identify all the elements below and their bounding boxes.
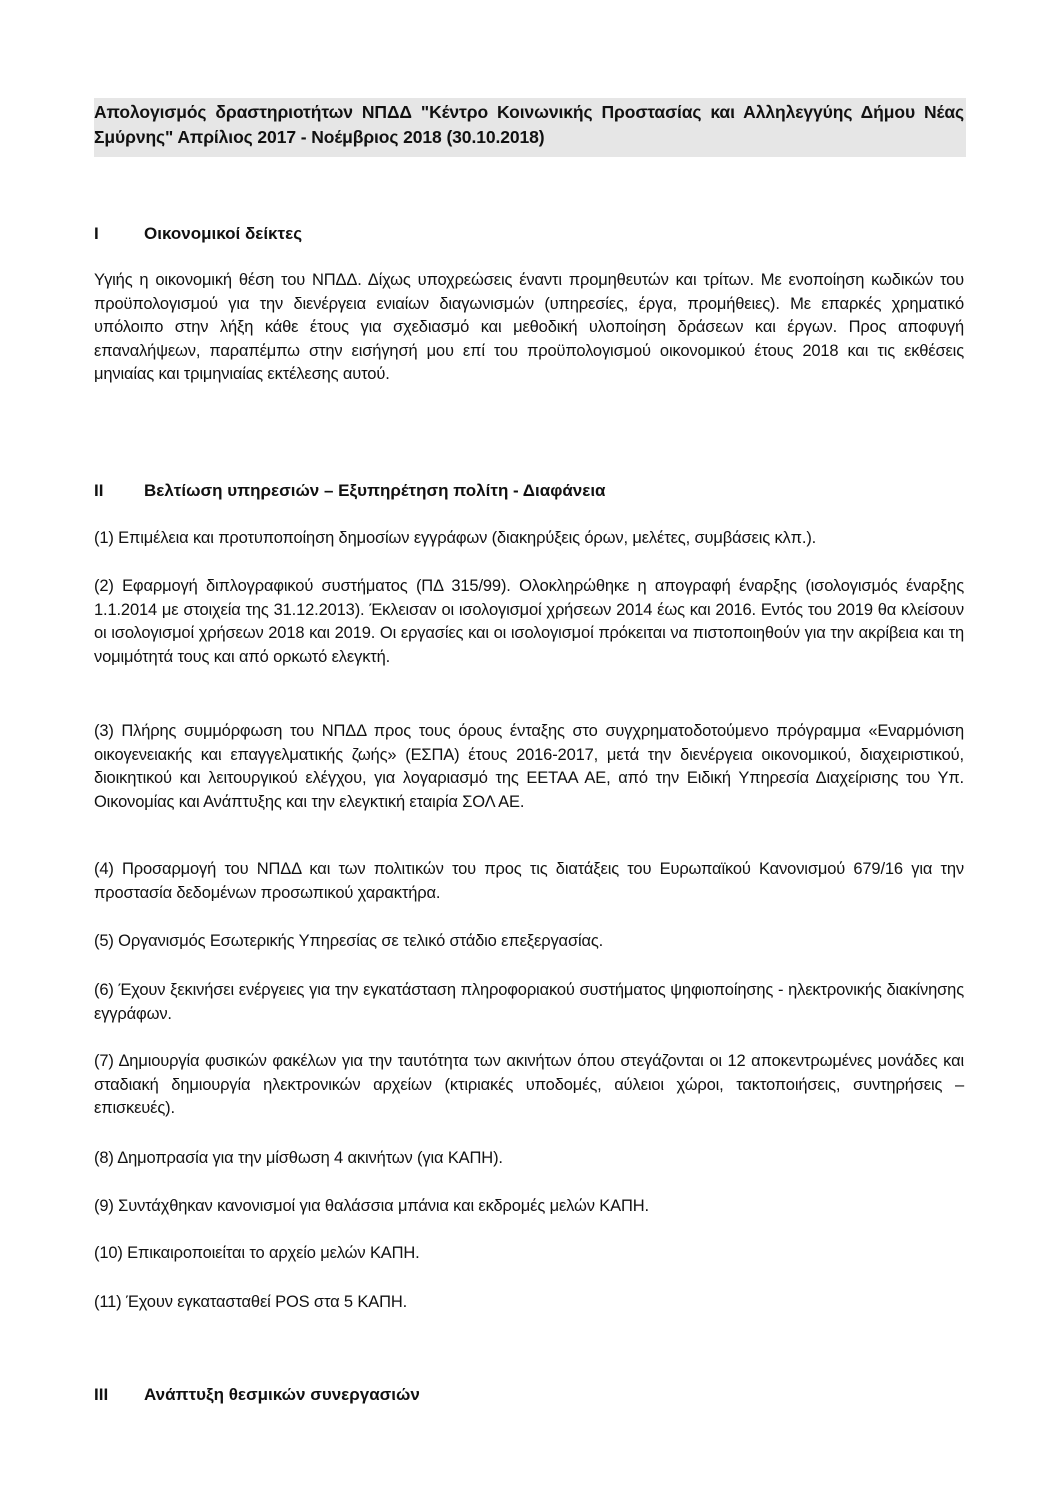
list-item: (4) Προσαρμογή του ΝΠΔΔ και των πολιτικών του προς τις διατάξεις του Ευρωπαϊκού Κανονισμού 679/16 για την προστασία δεδομένων προσωπικού χαρακτήρα.: [94, 860, 964, 902]
section-heading-1: [94, 223, 302, 245]
list-item: (3) Πλήρης συμμόρφωση του ΝΠΔΔ προς τους όρους ένταξης στο συγχρηματοδοτούμενο πρόγραμμα «Εναρμόνιση οικογενειακής και επαγγελματικής ζωής» (ΕΣΠΑ) έτους 2016-2017, μετά την διενέργεια οικονομικού, διαχειριστικού, διοικητικού και λειτουργικού ελέγχου, για λογαριασμό της ΕΕΤΑΑ ΑΕ, από την Ειδική Υπηρεσία Διαχείρισης του Υπ. Οικονομίας και Ανάπτυξης και την ελεγκτική εταιρία ΣΟΛ ΑΕ.: [94, 722, 964, 811]
section-title: Ανάπτυξη θεσμικών συνεργασιών: [144, 1385, 420, 1404]
section-heading-3: [94, 1384, 420, 1406]
section-heading-2: [94, 480, 606, 502]
section-title: Οικονομικοί δείκτες: [144, 224, 303, 243]
section-number: III: [94, 1385, 109, 1404]
list-item: (1) Επιμέλεια και προτυποποίηση δημοσίων εγγράφων (διακηρύξεις όρων, μελέτες, συμβάσεις κλπ.).: [94, 529, 817, 547]
list-item: (7) Δημιουργία φυσικών φακέλων για την ταυτότητα των ακινήτων όπου στεγάζονται οι 12 αποκεντρωμένες μονάδες και σταδιακή δημιουργία ηλεκτρονικών αρχείων (κτιριακές υποδομές, αύλειοι χώροι, τακτοποιήσεις, συντηρήσεις – επισκευές).: [94, 1052, 964, 1117]
section-title: Βελτίωση υπηρεσιών – Εξυπηρέτηση πολίτη - Διαφάνεια: [144, 481, 606, 500]
list-item: (2) Εφαρμογή διπλογραφικού συστήματος (ΠΔ 315/99). Ολοκληρώθηκε η απογραφή έναρξης (ισολογισμός έναρξης 1.1.2014 με στοιχεία της 31.12.2013). Έκλεισαν οι ισολογισμοί χρήσεων 2014 έως και 2016. Εντός του 2019 θα κλείσουν οι ισολογισμοί χρήσεων 2018 και 2019. Οι εργασίες και οι ισολογισμοί πρόκειται να πιστοποιηθούν για την ακρίβεια και τη νομιμότητά τους και από ορκωτό ελεγκτή.: [94, 577, 964, 666]
section-number: I: [94, 224, 99, 243]
list-item: (10) Επικαιροποιείται το αρχείο μελών ΚΑΠΗ.: [94, 1244, 420, 1262]
list-item: (8) Δημοπρασία για την μίσθωση 4 ακινήτων (για ΚΑΠΗ).: [94, 1149, 503, 1167]
section-number: II: [94, 481, 104, 500]
list-item: (11) Έχουν εγκατασταθεί POS στα 5 ΚΑΠΗ.: [94, 1293, 408, 1311]
list-item: (9) Συντάχθηκαν κανονισμοί για θαλάσσια μπάνια και εκδρομές μελών ΚΑΠΗ.: [94, 1197, 649, 1215]
document-title: Απολογισμός δραστηριοτήτων ΝΠΔΔ "Κέντρο Κοινωνικής Προστασίας και Αλληλεγγύης Δήμου Νέας Σμύρνης" Απρίλιος 2017 - Νοέμβριος 2018 (30.10.2018): [94, 102, 964, 147]
paragraph: Υγιής η οικονομική θέση του ΝΠΔΔ. Δίχως υποχρεώσεις έναντι προμηθευτών και τρίτων. Με ενοποίηση κωδικών του προϋπολογισμού για την διενέργεια ενιαίων διαγωνισμών (υπηρεσίες, έργα, προμήθειες). Με επαρκές χρηματικό υπόλοιπο στην λήξη κάθε έτους για σχεδιασμό και μεθοδική υλοποίηση δράσεων και έργων. Προς αποφυγή επαναλήψεων, παραπέμπω στην εισήγησή μου επί του προϋπολογισμού οικονομικού έτους 2018 και τις εκθέσεις μηνιαίας και τριμηνιαίας εκτέλεσης αυτού.: [94, 271, 964, 383]
list-item: (6) Έχουν ξεκινήσει ενέργειες για την εγκατάσταση πληροφοριακού συστήματος ψηφιοποίησης - ηλεκτρονικής διακίνησης εγγράφων.: [94, 981, 964, 1023]
list-item: (5) Οργανισμός Εσωτερικής Υπηρεσίας σε τελικό στάδιο επεξεργασίας.: [94, 932, 604, 950]
